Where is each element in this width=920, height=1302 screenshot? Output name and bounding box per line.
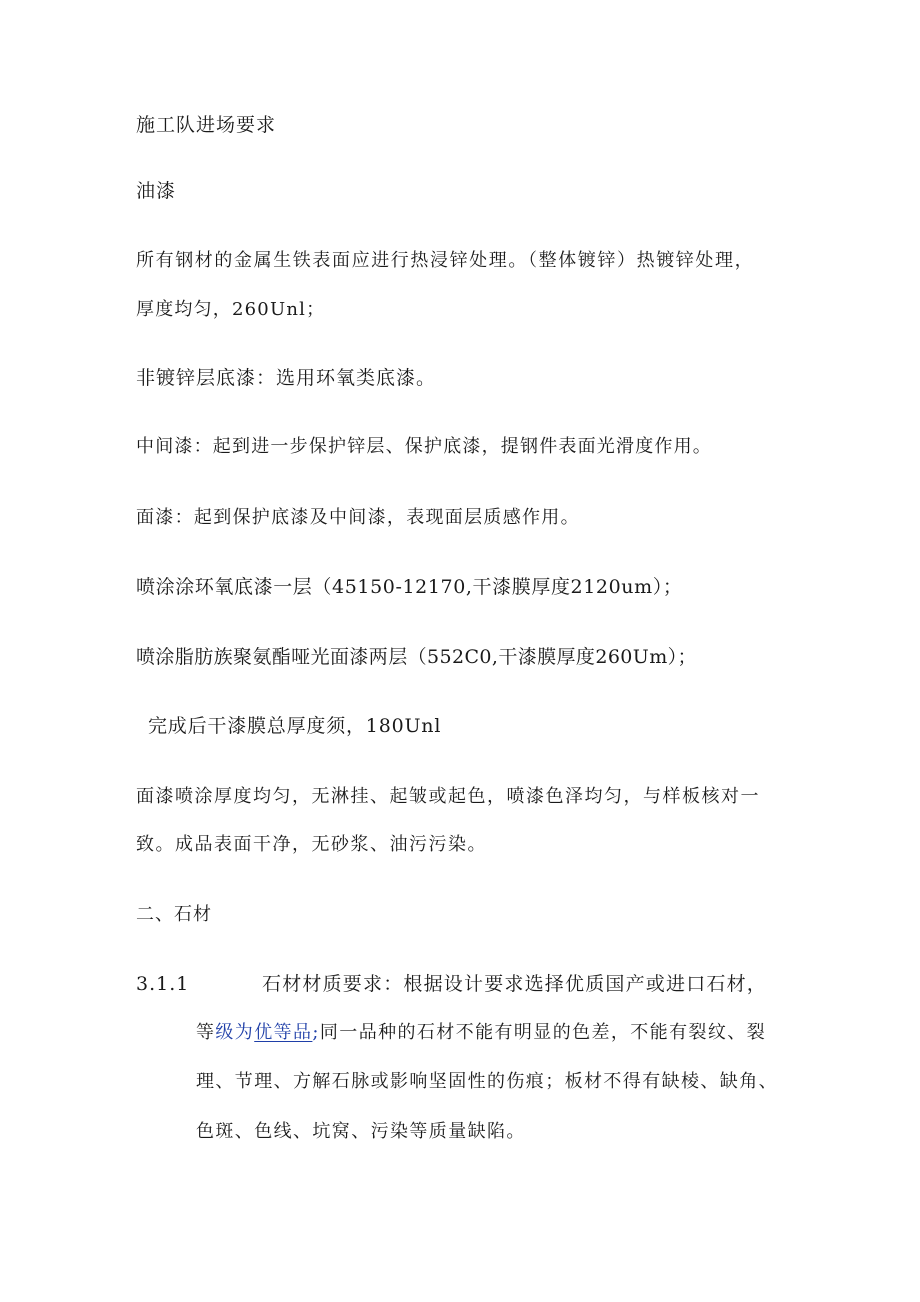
section-heading-stone: 二、石材 (136, 904, 212, 925)
stone-line-2-prefix: 等 (196, 1022, 216, 1043)
stone-requirement-line-1: 石材材质要求：根据设计要求选择优质国产或进口石材， (262, 973, 768, 995)
grade-text: 级为 (215, 1022, 255, 1043)
finish-requirement-line-2: 致。成品表面干净，无砂浆、油污污染。 (136, 834, 487, 855)
primer-text: 非镀锌层底漆：选用环氧类底漆。 (136, 367, 437, 389)
premium-grade-link[interactable]: 优等品 (254, 1022, 313, 1043)
spray-primer-text: 喷涂涂环氧底漆一层（45150-12170,干漆膜厚度2120um）； (136, 576, 683, 598)
stone-requirement-line-4: 色斑、色线、坑窝、污染等质量缺陷。 (196, 1121, 526, 1142)
total-thickness-text: 完成后干漆膜总厚度须，180Unl (148, 715, 442, 737)
semicolon-text: ; (312, 1022, 320, 1043)
spray-topcoat-text: 喷涂脂肪族聚氨酯哑光面漆两层（552C0,干漆膜厚度260Um）； (136, 646, 697, 668)
section-heading-paint: 油漆 (136, 180, 177, 202)
galvanizing-text-line-1: 所有钢材的金属生铁表面应进行热浸锌处理。（整体镀锌）热镀锌处理， (136, 250, 755, 271)
stone-requirement-line-3: 理、节理、方解石脉或影响坚固性的伤痕；板材不得有缺棱、缺角、 (196, 1071, 778, 1092)
stone-requirement-line-2 (196, 1024, 766, 1042)
document-title: 施工队进场要求 (136, 114, 277, 136)
galvanizing-text-line-2: 厚度均匀，260Unl； (136, 299, 326, 320)
stone-line-2-rest: 同一品种的石材不能有明显的色差，不能有裂纹、裂 (319, 1022, 767, 1043)
clause-number: 3.1.1 (136, 973, 190, 995)
intermediate-coat-text: 中间漆：起到进一步保护锌层、保护底漆，提钢件表面光滑度作用。 (136, 436, 712, 457)
topcoat-text: 面漆：起到保护底漆及中间漆，表现面层质感作用。 (136, 507, 580, 528)
finish-requirement-line-1: 面漆喷涂厚度均匀，无淋挂、起皱或起色，喷漆色泽均匀，与样板核对一 (136, 786, 760, 807)
